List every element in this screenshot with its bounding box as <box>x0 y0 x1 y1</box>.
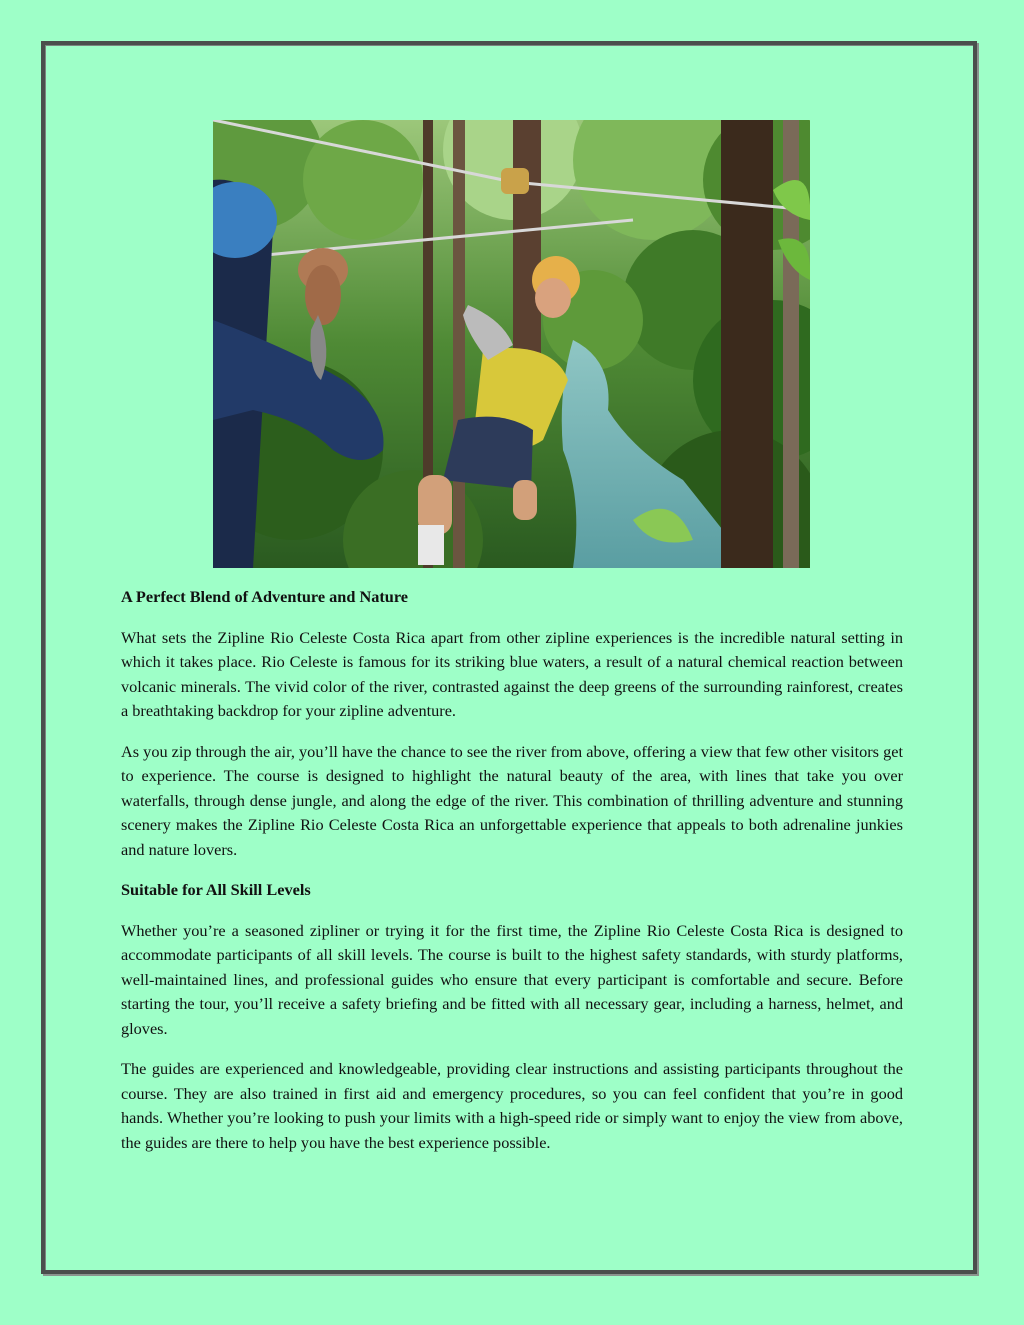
paragraph: The guides are experienced and knowledgeable, providing clear instructions and assisting participants throughout the course. They are also trained in first aid and emergency procedures, so you can feel confident that you’re in good hands. Whether you’re looking to push your limits with a high-speed ride or simply want to enjoy the view from above, the guides are there to help you have the best experience possible. <box>121 1059 903 1152</box>
paragraph: What sets the Zipline Rio Celeste Costa Rica apart from other zipline experiences is the incredible natural setting in which it takes place. Rio Celeste is famous for its striking blue waters, a result of a natural chemical reaction between volcanic minerals. The vivid color of the river, contrasted against the deep greens of the surrounding rainforest, creates a breathtaking backdrop for your zipline adventure. <box>121 627 903 720</box>
zipline-photo-illustration <box>213 120 810 568</box>
zipline-photo <box>213 120 810 568</box>
article-body <box>121 585 903 1171</box>
pulley-icon <box>501 168 529 194</box>
paragraph: As you zip through the air, you’ll have the chance to see the river from above, offering a view that few other visitors get to experience. The course is designed to highlight the natural beauty of the area, with lines that take you over waterfalls, through dense jungle, and along the edge of the river. This combination of thrilling adventure and stunning scenery makes the Zipline Rio Celeste Costa Rica an unforgettable experience that appeals to both adrenaline junkies and nature lovers. <box>121 741 903 859</box>
section-heading-skill-levels: Suitable for All Skill Levels <box>121 880 311 899</box>
section-heading-adventure: A Perfect Blend of Adventure and Nature <box>121 587 409 606</box>
paragraph: Whether you’re a seasoned zipliner or trying it for the first time, the Zipline Rio Celeste Costa Rica is designed to accommodate participants of all skill levels. The course is built to the highest safety standards, with sturdy platforms, well-maintained lines, and professional guides who ensure that every participant is comfortable and secure. Before starting the tour, you’ll receive a safety briefing and be fitted with all necessary gear, including a harness, helmet, and gloves. <box>121 920 903 1038</box>
